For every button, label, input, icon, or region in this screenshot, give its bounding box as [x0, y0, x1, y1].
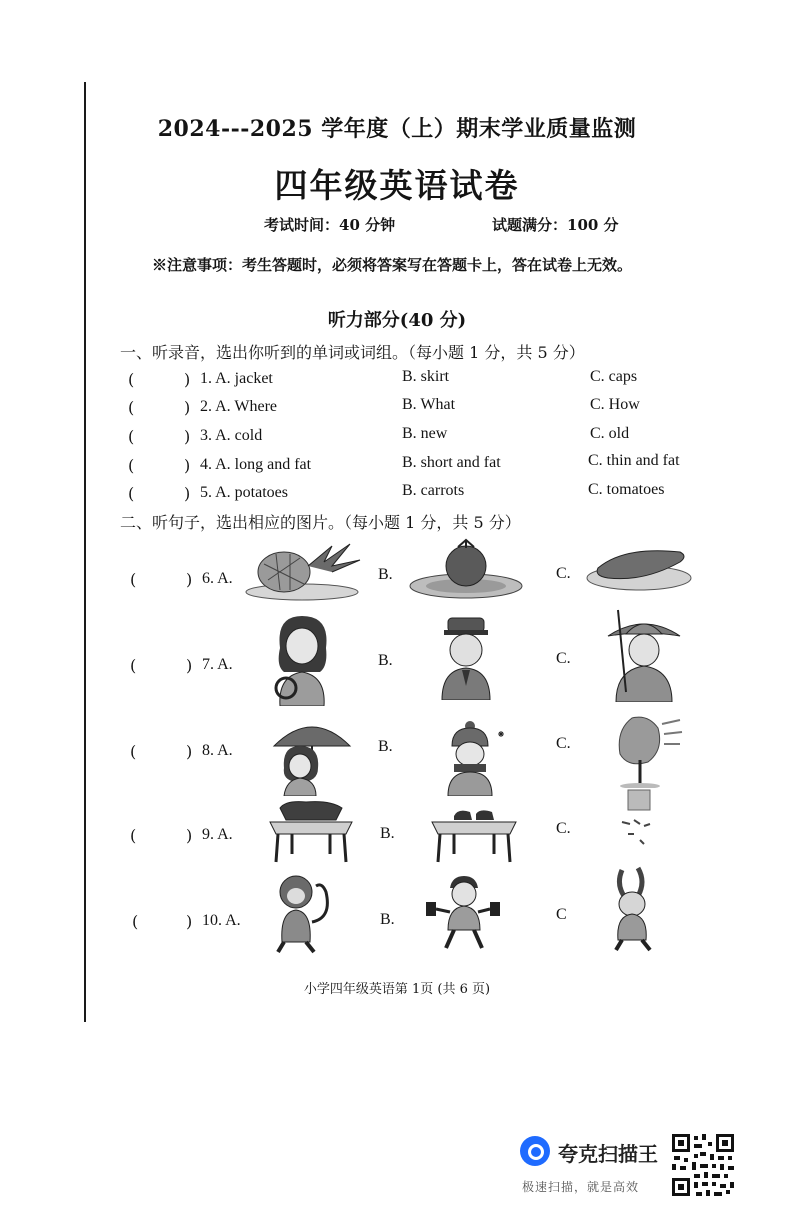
- option-b: B. What: [402, 396, 456, 413]
- option-b: B. skirt: [402, 368, 450, 385]
- part1-heading: 一、听录音，选出你听到的单词或词组。（每小题 1 分，共 5 分）: [120, 343, 585, 362]
- option-b: B.: [380, 911, 395, 928]
- boy-lifting-weights-image: [424, 872, 502, 952]
- option-a: 4. A. long and fat: [200, 456, 312, 473]
- part2-heading: 二、听句子，选出相应的图片。（每小题 1 分，共 5 分）: [120, 513, 521, 532]
- option-a: 7. A.: [202, 656, 233, 673]
- answer-paren-open: (: [130, 826, 137, 845]
- rabbit-image: [602, 866, 662, 952]
- option-b: B.: [378, 652, 393, 669]
- exam-notice: ※注意事项：考生答题时，必须将答案写在答题卡上，答在试卷上无效。: [152, 256, 633, 274]
- option-a: 9. A.: [202, 826, 233, 843]
- exam-full-score: 试题满分：100 分: [492, 216, 619, 234]
- option-c: C. thin and fat: [588, 452, 680, 469]
- answer-paren-close: ): [186, 912, 193, 931]
- option-c: C: [556, 906, 567, 923]
- girl-with-umbrella-image: [270, 716, 354, 796]
- answer-paren-open: (: [128, 484, 135, 503]
- cucumber-image: [584, 540, 694, 594]
- option-c: C. caps: [590, 368, 638, 385]
- windy-tree-image: [614, 710, 684, 788]
- answer-paren-open: (: [130, 742, 137, 761]
- girl-image: [266, 612, 338, 706]
- option-c: C.: [556, 565, 571, 582]
- boy-in-winter-clothes-image: [442, 720, 508, 796]
- answer-paren-close: ): [184, 370, 191, 389]
- option-b: B. carrots: [402, 482, 465, 499]
- answer-paren-close: ): [184, 484, 191, 503]
- exam-subtitle: 四年级英语试卷: [274, 166, 520, 205]
- option-c: C. tomatoes: [588, 481, 665, 498]
- falling-objects-image: [614, 786, 664, 852]
- exam-title: 2024---2025 学年度（上）期末学业质量监测: [157, 116, 637, 142]
- answer-paren-close: ): [186, 656, 193, 675]
- option-c: C. How: [590, 396, 640, 413]
- answer-paren-close: ): [184, 427, 191, 446]
- option-a: 8. A.: [202, 742, 233, 759]
- answer-paren-open: (: [128, 427, 135, 446]
- answer-paren-close: ): [184, 398, 191, 417]
- binding-margin-line: [84, 82, 86, 1022]
- listening-section-title: 听力部分(40 分): [327, 310, 467, 331]
- option-a: 3. A. cold: [200, 427, 263, 444]
- answer-paren-open: (: [128, 398, 135, 417]
- page-footer: 小学四年级英语第 1页 (共 6 页): [303, 982, 491, 997]
- answer-paren-close: ): [186, 570, 193, 589]
- answer-paren-open: (: [130, 570, 137, 589]
- desk-with-shoes-image: [428, 800, 520, 864]
- answer-paren-open: (: [128, 456, 135, 475]
- answer-paren-close: ): [186, 742, 193, 761]
- option-b: B. new: [402, 425, 448, 442]
- answer-paren-open: (: [130, 656, 137, 675]
- qr-code-icon: [670, 1132, 736, 1198]
- option-a: 1. A. jacket: [200, 370, 273, 387]
- scanner-slogan: 极速扫描，就是高效: [522, 1180, 640, 1194]
- answer-paren-open: (: [128, 370, 135, 389]
- option-c: C. old: [590, 425, 630, 442]
- pineapple-image: [240, 534, 368, 602]
- scanner-logo-icon: [520, 1136, 550, 1166]
- man-with-hat-image: [604, 606, 684, 702]
- option-c: C.: [556, 735, 571, 752]
- option-b: B.: [378, 738, 393, 755]
- option-b: B.: [380, 825, 395, 842]
- answer-paren-close: ): [184, 456, 191, 475]
- monkey-image: [266, 872, 334, 954]
- option-a: 6. A.: [202, 570, 233, 587]
- boy-with-cap-image: [436, 612, 496, 700]
- tomato-image: [406, 534, 526, 600]
- option-a: 10. A.: [202, 912, 241, 929]
- scanner-brand-name: 夸克扫描王: [558, 1142, 658, 1166]
- option-a: 2. A. Where: [200, 398, 278, 415]
- option-c: C.: [556, 820, 571, 837]
- answer-paren-open: (: [132, 912, 139, 931]
- exam-time: 考试时间：40 分钟: [264, 216, 396, 234]
- option-a: 5. A. potatoes: [200, 484, 288, 501]
- option-b: B.: [378, 566, 393, 583]
- option-b: B. short and fat: [402, 454, 501, 471]
- option-c: C.: [556, 650, 571, 667]
- answer-paren-close: ): [186, 826, 193, 845]
- desk-with-clothes-image: [266, 800, 356, 864]
